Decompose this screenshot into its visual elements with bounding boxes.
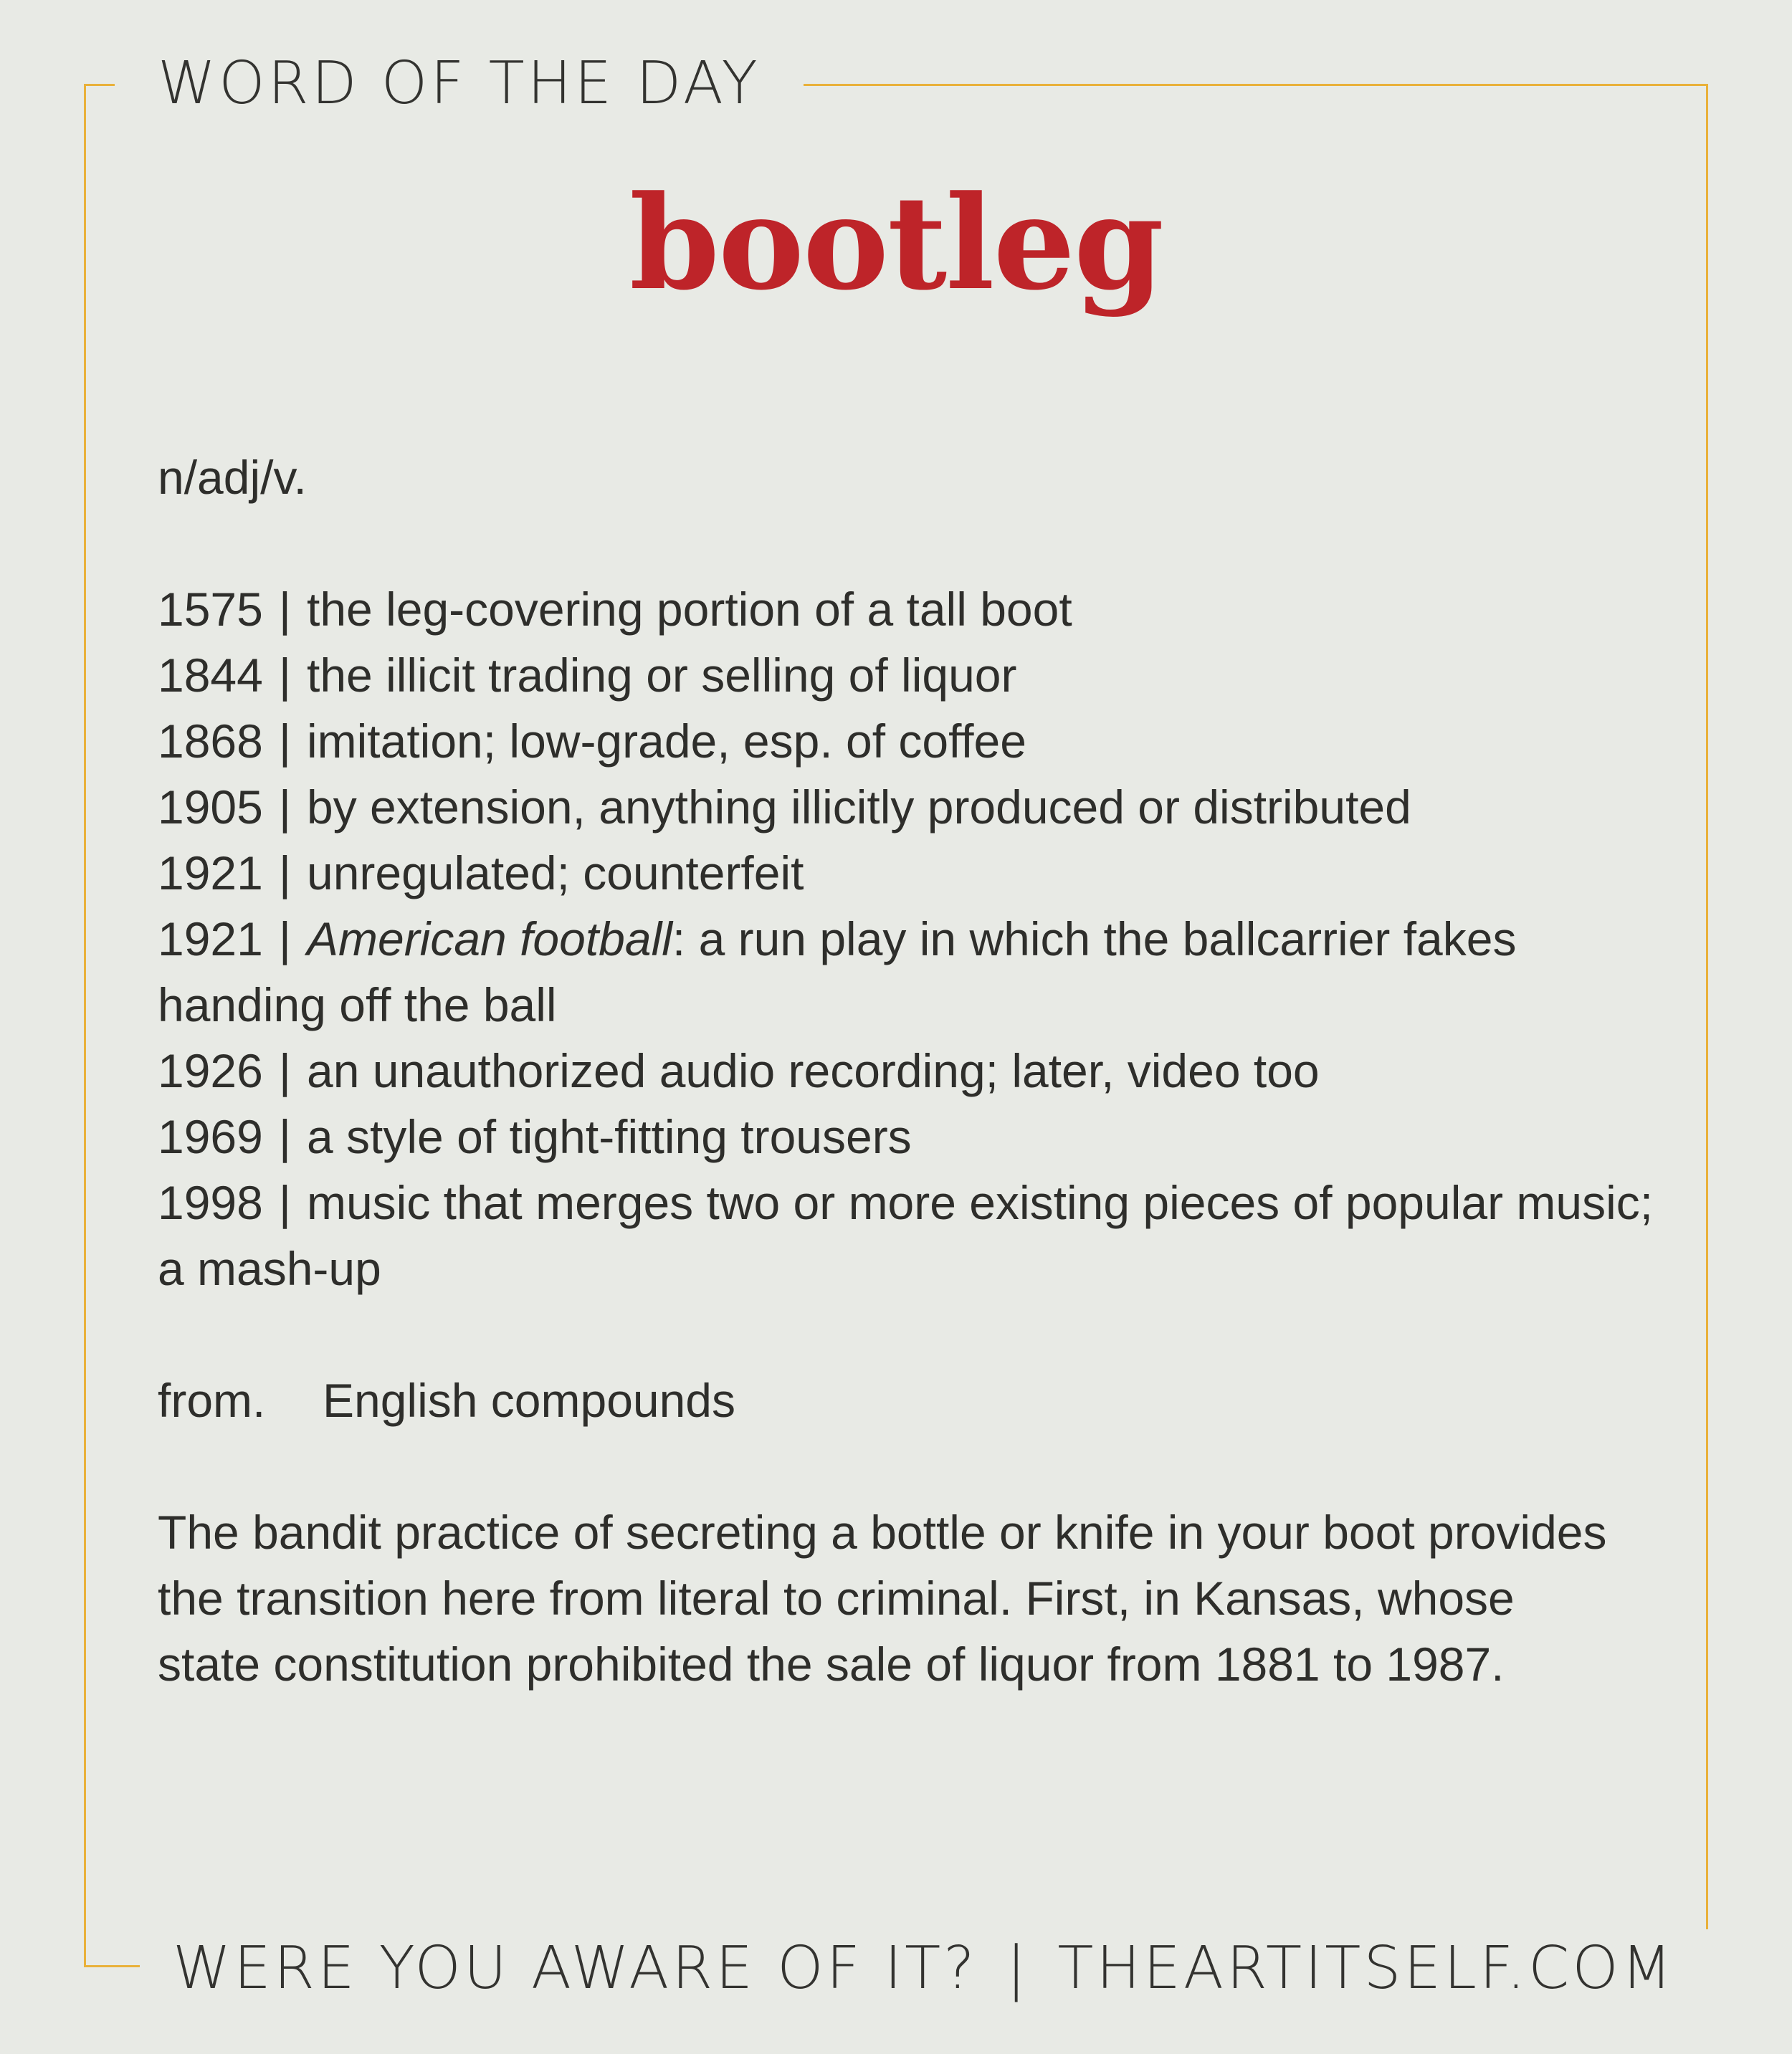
sense-definition: the leg-covering portion of a tall boot [306, 583, 1072, 636]
sense-year: 1921 [158, 912, 263, 965]
sense-separator: | [278, 780, 291, 833]
sense-item [158, 642, 1656, 708]
sense-year: 1575 [158, 583, 263, 636]
spacer [158, 1301, 1656, 1367]
sense-separator: | [278, 583, 291, 636]
etymology-label: from. [158, 1374, 266, 1427]
sense-year: 1905 [158, 780, 263, 833]
sense-separator: | [278, 912, 291, 965]
sense-separator: | [278, 846, 291, 899]
sense-definition: the illicit trading or selling of liquor [306, 649, 1017, 702]
entry-body [158, 444, 1656, 1697]
footer-question: WERE YOU AWARE OF IT? [173, 1934, 978, 2002]
sense-item [158, 840, 1656, 906]
spacer [158, 1433, 1656, 1499]
sense-separator: | [278, 1044, 291, 1097]
footer-tagline [140, 1929, 1708, 2008]
part-of-speech: n/adj/v. [158, 451, 307, 504]
sense-definition: a style of tight-fitting trousers [306, 1110, 912, 1163]
sense-separator: | [278, 715, 291, 768]
etymology [158, 1367, 1656, 1433]
sense-year: 1868 [158, 715, 263, 768]
sense-list [158, 576, 1656, 1301]
sense-separator: | [278, 649, 291, 702]
sense-item [158, 1038, 1656, 1104]
sense-year: 1926 [158, 1044, 263, 1097]
sense-item [158, 1104, 1656, 1170]
footer-separator: | [1006, 1934, 1029, 2002]
sense-item [158, 708, 1656, 774]
sense-separator: | [278, 1110, 291, 1163]
sense-definition: imitation; low-grade, esp. of coffee [306, 715, 1026, 768]
etymology-source: English compounds [323, 1374, 736, 1427]
spacer [158, 510, 1656, 576]
sense-item [158, 576, 1656, 642]
usage-note: The bandit practice of secreting a bottle or knife in your boot provides the transition here from literal to criminal. First, in Kansas, whose state constitution prohibited the sale of liquor from 1881 to 1987. [158, 1506, 1607, 1691]
sense-definition: music that merges two or more existing pieces of popular music; a mash-up [158, 1176, 1654, 1295]
sense-definition: : a run play in which the ballcarrier fakes handing off the ball [158, 912, 1517, 1031]
sense-definition: unregulated; counterfeit [306, 846, 804, 899]
footer-site-link[interactable]: THEARTITSELF.COM [1057, 1934, 1675, 2002]
sense-item [158, 774, 1656, 840]
sense-separator: | [278, 1176, 291, 1229]
sense-definition: an unauthorized audio recording; later, video too [306, 1044, 1320, 1097]
sense-item [158, 906, 1656, 1038]
sense-year: 1921 [158, 846, 263, 899]
headword: bootleg [629, 168, 1163, 319]
sense-year: 1998 [158, 1176, 263, 1229]
sense-item [158, 1170, 1656, 1301]
sense-definition: by extension, anything illicitly produced or distributed [306, 780, 1411, 833]
sense-year: 1969 [158, 1110, 263, 1163]
sense-field: American football [306, 912, 672, 965]
sense-year: 1844 [158, 649, 263, 702]
header-title: WORD OF THE DAY [115, 44, 804, 123]
